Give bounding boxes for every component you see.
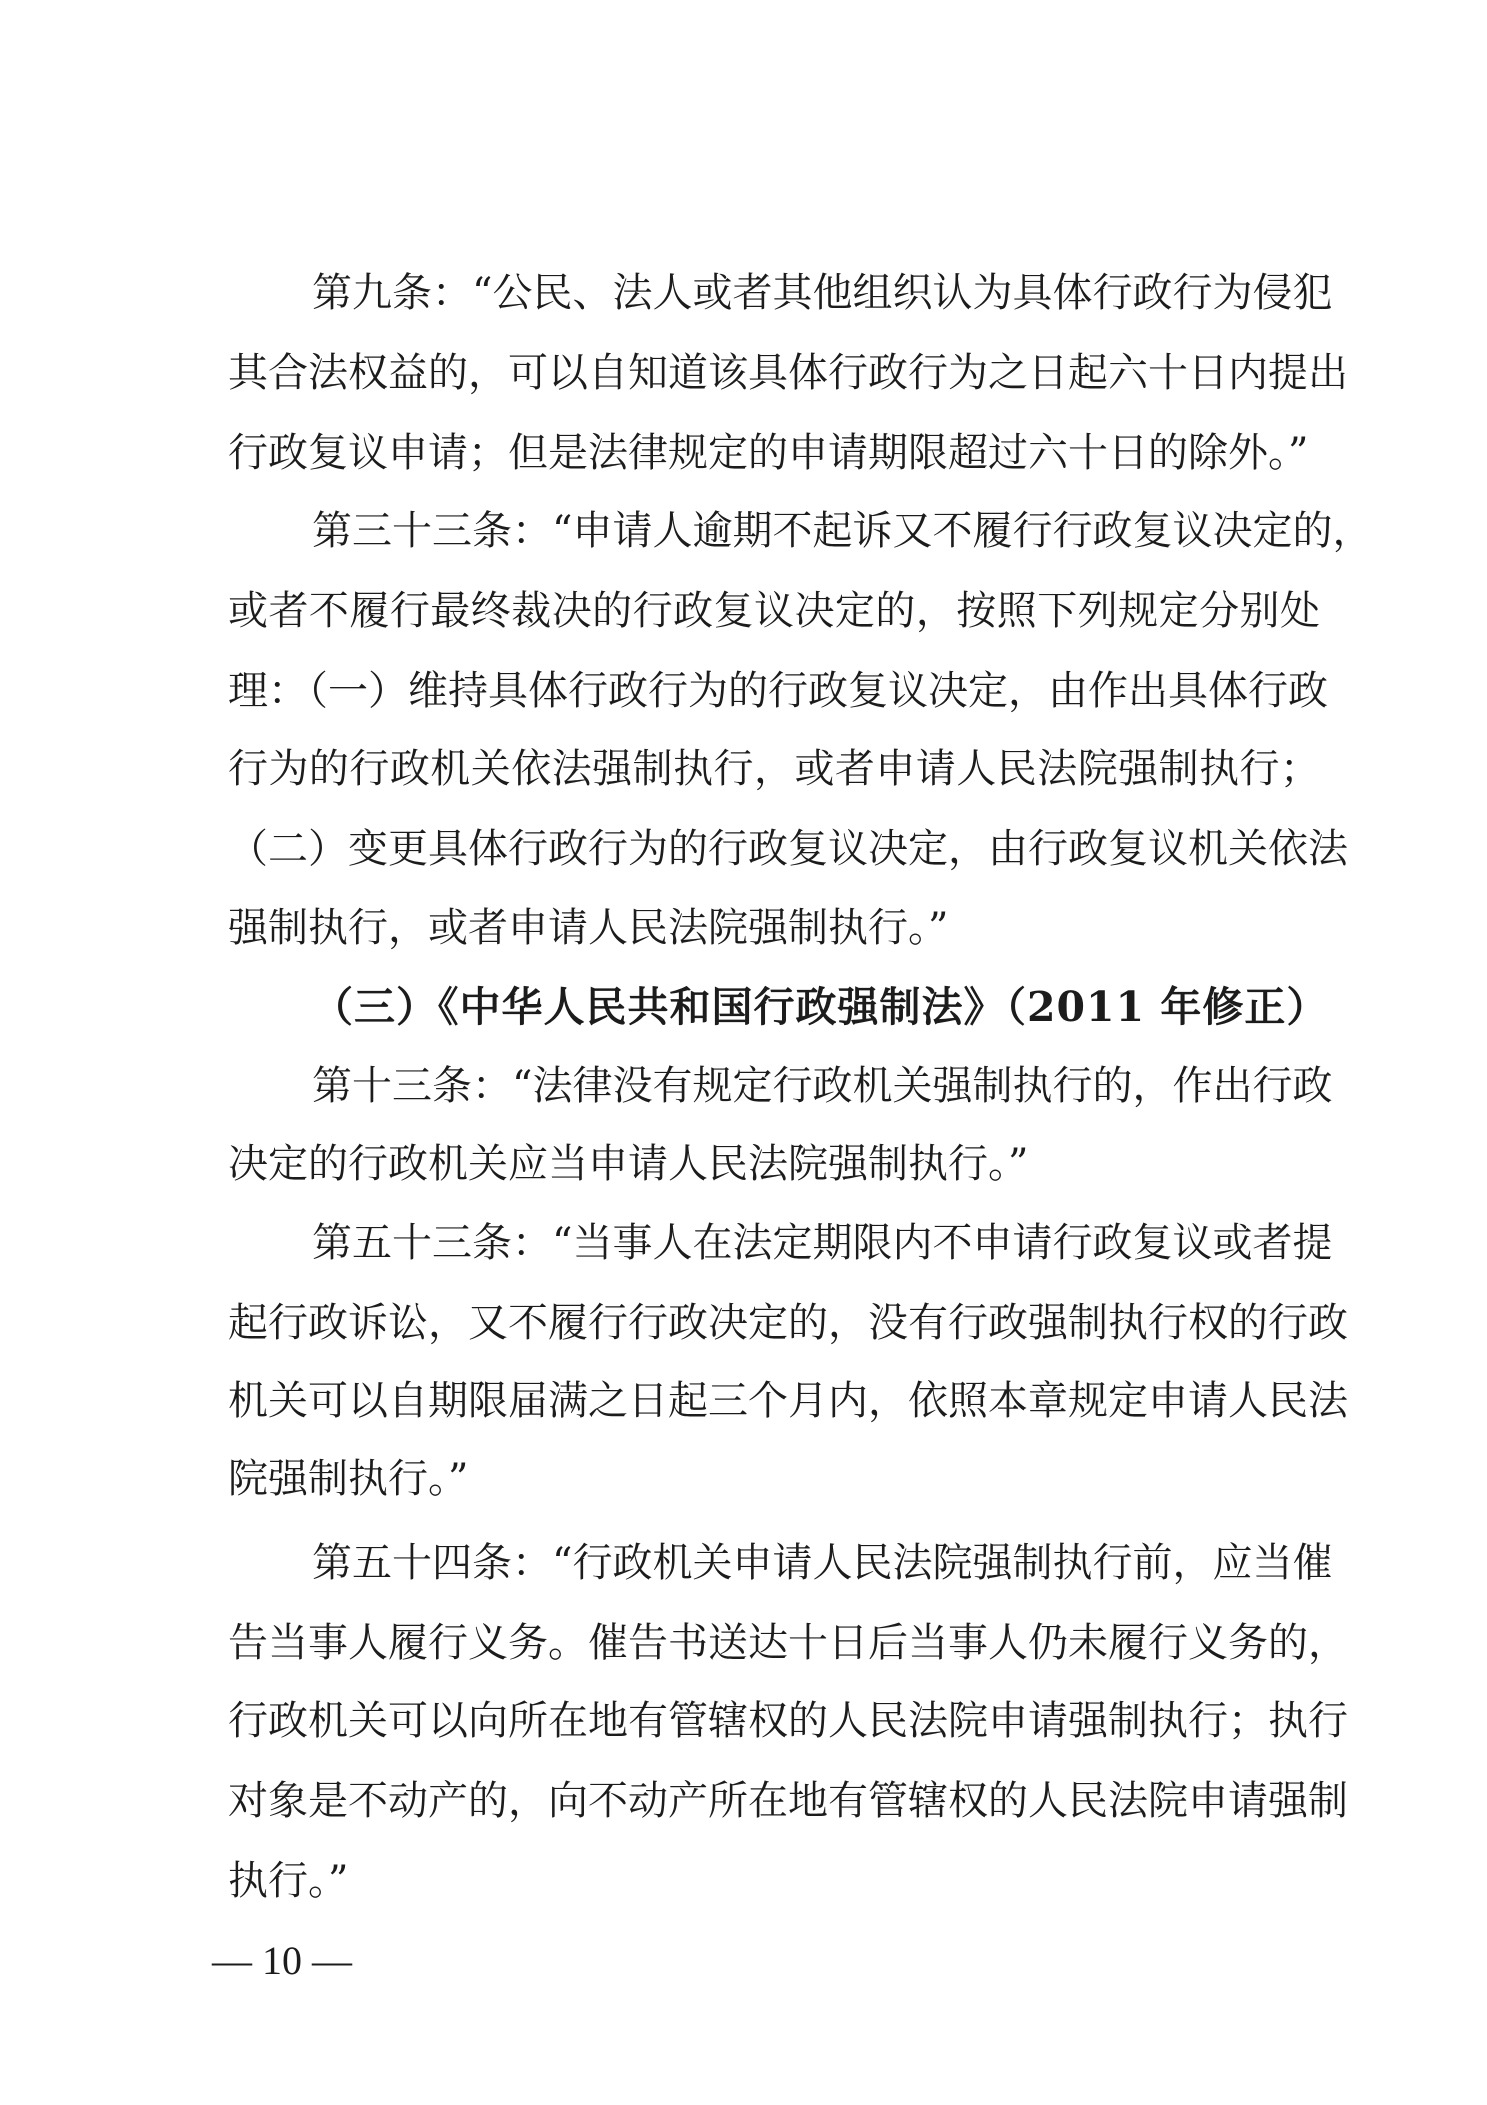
text-line: 行政机关可以向所在地有管辖权的人民法院申请强制执行；执行 [228, 1698, 1348, 1744]
text-line: （二）变更具体行政行为的行政复议决定，由行政复议机关依法 [228, 826, 1348, 872]
text-line: 第五十四条：“行政机关申请人民法院强制执行前，应当催 [312, 1540, 1333, 1586]
text-line: 第九条：“公民、法人或者其他组织认为具体行政行为侵犯 [312, 270, 1333, 316]
text-line: 院强制执行。” [228, 1456, 469, 1502]
text-line: 理：（一）维持具体行政行为的行政复议决定，由作出具体行政 [228, 668, 1328, 714]
text-line: 强制执行，或者申请人民法院强制执行。” [228, 905, 949, 951]
section-heading: （三）《中华人民共和国行政强制法》（2011 年修正） [312, 983, 1329, 1031]
text-line: 行为的行政机关依法强制执行，或者申请人民法院强制执行； [228, 746, 1320, 792]
text-line: 起行政诉讼，又不履行行政决定的，没有行政强制执行权的行政 [228, 1300, 1348, 1346]
text-line: 机关可以自期限届满之日起三个月内，依照本章规定申请人民法 [228, 1378, 1348, 1424]
text-line: 执行。” [228, 1858, 349, 1904]
text-line: 决定的行政机关应当申请人民法院强制执行。” [228, 1141, 1029, 1187]
text-line: 对象是不动产的，向不动产所在地有管辖权的人民法院申请强制 [228, 1778, 1348, 1824]
text-line: 其合法权益的，可以自知道该具体行政行为之日起六十日内提出 [228, 350, 1348, 396]
text-line: 第三十三条：“申请人逾期不起诉又不履行行政复议决定的， [312, 508, 1373, 554]
text-line: 行政复议申请；但是法律规定的申请期限超过六十日的除外。” [228, 430, 1309, 476]
text-line: 或者不履行最终裁决的行政复议决定的，按照下列规定分别处 [228, 588, 1320, 634]
text-line: 第十三条：“法律没有规定行政机关强制执行的，作出行政 [312, 1063, 1333, 1109]
text-line: 告当事人履行义务。催告书送达十日后当事人仍未履行义务的， [228, 1620, 1348, 1666]
page-number: — 10 — [212, 1938, 352, 1983]
text-line: 第五十三条：“当事人在法定期限内不申请行政复议或者提 [312, 1220, 1333, 1266]
